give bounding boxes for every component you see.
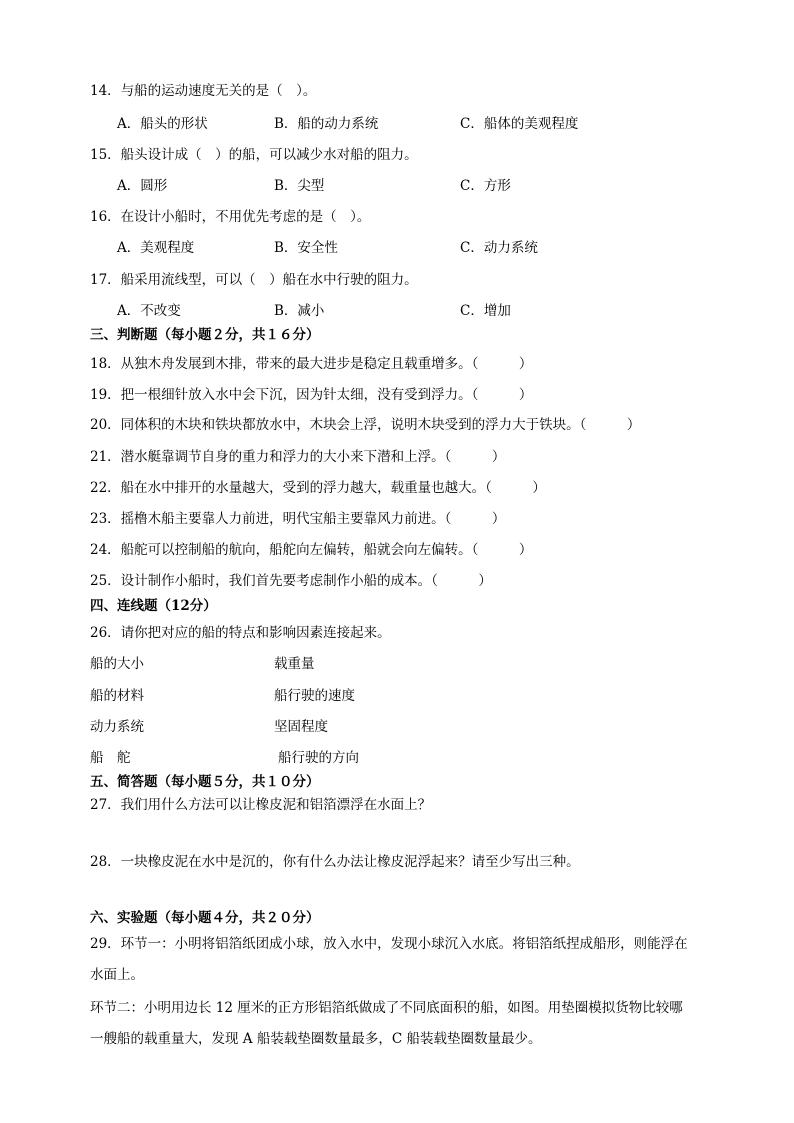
question-29-line: 环节二：小明用边长 12 厘米的正方形铝箔纸做成了不同底面积的船，如图。用垫圈模拟货物比较哪 [90,1000,683,1016]
question-15-option-c: C．方形 [460,178,511,194]
question-29-line: 水面上。 [90,967,144,983]
question-29-line: 一艘船的载重量大，发现 A 船装载垫圈数量最多，C 船装载垫圈数量最少。 [90,1031,542,1047]
judge-question-24: 24．船舵可以控制船的航向，船舵向左偏转，船就会向左偏转。（ ） [90,542,533,558]
question-16-stem: 16．在设计小船时，不用优先考虑的是（ ）。 [90,209,371,225]
question-14-option-c: C．船体的美观程度 [460,116,579,132]
match-right-item: 船行驶的方向 [278,750,359,766]
section-4-heading: 四、连线题（12分） [90,598,217,614]
question-15-stem: 15．船头设计成（ ）的船，可以减少水对船的阻力。 [90,147,418,163]
question-28-stem: 28．一块橡皮泥在水中是沉的，你有什么办法让橡皮泥浮起来？请至少写出三种。 [90,854,580,870]
question-26-stem: 26．请你把对应的船的特点和影响因素连接起来。 [90,625,391,641]
question-17-option-a: A．不改变 [117,303,181,319]
match-left-item: 船的大小 [90,656,144,672]
question-14-stem: 14．与船的运动速度无关的是（ ）。 [90,83,317,99]
match-right-item: 坚固程度 [274,719,328,735]
judge-question-21: 21．潜水艇靠调节自身的重力和浮力的大小来下潜和上浮。（ ） [90,449,506,465]
question-15-option-a: A．圆形 [117,178,168,194]
judge-question-25: 25．设计制作小船时，我们首先要考虑制作小船的成本。（ ） [90,573,492,589]
question-29-line: 29．环节一：小明将铝箔纸团成小球，放入水中，发现小球沉入水底。将铝箔纸捏成船形，则能浮在 [90,936,688,952]
question-17-option-c: C．增加 [460,303,511,319]
question-16-option-b: B．安全性 [274,240,338,256]
question-14-option-b: B．船的动力系统 [274,116,379,132]
judge-question-20: 20．同体积的木块和铁块都放水中，木块会上浮，说明木块受到的浮力大于铁块。（ ） [90,417,641,433]
question-16-option-a: A．美观程度 [117,240,195,256]
match-left-item: 船的材料 [90,688,144,704]
question-27-stem: 27．我们用什么方法可以让橡皮泥和铝箔漂浮在水面上？ [90,797,432,813]
question-16-option-c: C．动力系统 [460,240,538,256]
judge-question-18: 18．从独木舟发展到木排，带来的最大进步是稳定且载重增多。（ ） [90,356,533,372]
section-5-heading: 五、简答题（每小题５分，共１０分） [90,774,320,790]
match-left-item: 动力系统 [90,719,144,735]
question-15-option-b: B．尖型 [274,178,325,194]
question-17-option-b: B．减小 [274,303,325,319]
judge-question-23: 23．摇橹木船主要靠人力前进，明代宝船主要靠风力前进。（ ） [90,511,506,527]
match-left-item: 船 舵 [90,750,131,766]
judge-question-22: 22．船在水中排开的水量越大，受到的浮力越大，载重量也越大。（ ） [90,480,546,496]
question-17-stem: 17．船采用流线型，可以（ ）船在水中行驶的阻力。 [90,272,418,288]
section-6-heading: 六、实验题（每小题４分，共２０分） [90,910,320,926]
match-right-item: 船行驶的速度 [274,688,355,704]
question-14-option-a: A．船头的形状 [117,116,208,132]
section-3-heading: 三、判断题（每小题２分，共１６分） [90,327,320,343]
judge-question-19: 19．把一根细针放入水中会下沉，因为针太细，没有受到浮力。（ ） [90,387,533,403]
match-right-item: 载重量 [274,656,315,672]
